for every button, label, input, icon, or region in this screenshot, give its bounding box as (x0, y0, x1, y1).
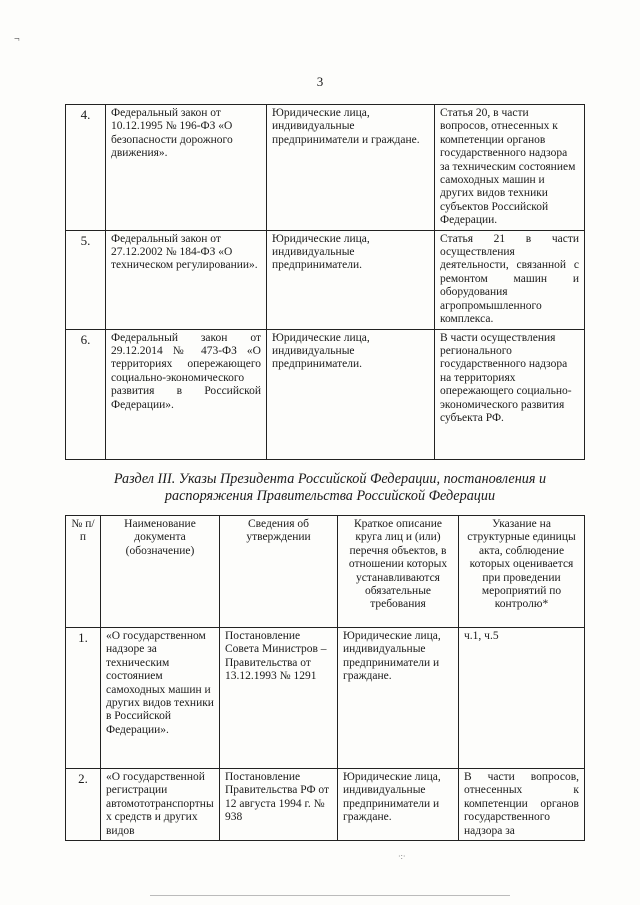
units-cell: ч.1, ч.5 (459, 628, 585, 769)
description-cell: Юридические лица, индивидуальные предприниматели и граждане. (338, 769, 459, 841)
header-num: № п/п (66, 516, 101, 628)
header-description: Краткое описание круга лиц и (или) перечня объектов, в отношении которых устанавливаются обязательные требования (338, 516, 459, 628)
approval-cell: Постановление Правительства РФ от 12 августа 1994 г. № 938 (220, 769, 338, 841)
table-header-row (66, 516, 585, 628)
corner-mark: ¬ (14, 34, 20, 45)
law-name: Федеральный закон от 10.12.1995 № 196-ФЗ «О безопасности дорожного движения». (106, 105, 267, 231)
page-number: 3 (316, 74, 324, 89)
row-number: 1. (66, 628, 101, 769)
description-cell: Юридические лица, индивидуальные предприниматели и граждане. (338, 628, 459, 769)
table-row (66, 105, 585, 231)
act-name: «О государственном надзоре за техническим состоянием самоходных машин и других видов техники в Российской Федерации». (101, 628, 220, 769)
federal-laws-table (65, 104, 585, 460)
footer-line (150, 895, 510, 896)
scope-cell: В части осуществления регионального государственного надзора на территориях опережающего социально-экономического развития субъекта РФ. (435, 329, 585, 459)
table-row (66, 769, 585, 841)
table-row (66, 329, 585, 459)
table-row (66, 230, 585, 329)
row-number: 4. (66, 105, 106, 231)
table-row (66, 628, 585, 769)
header-approval: Сведения об утверждении (220, 516, 338, 628)
units-cell: В части вопросов, отнесенных к компетенции органов государственного надзора за (459, 769, 585, 841)
government-acts-table (65, 515, 585, 841)
approval-cell: Постановление Совета Министров – Правительства от 13.12.1993 № 1291 (220, 628, 338, 769)
act-name: «О государственной регистрации автомототранспортных средств и других видов (101, 769, 220, 841)
row-number: 5. (66, 230, 106, 329)
header-units: Указание на структурные единицы акта, соблюдение которых оценивается при проведении мероприятий по контролю* (459, 516, 585, 628)
row-number: 6. (66, 329, 106, 459)
subjects-cell: Юридические лица, индивидуальные предприниматели. (267, 230, 435, 329)
row-number: 2. (66, 769, 101, 841)
subjects-cell: Юридические лица, индивидуальные предприниматели и граждане. (267, 105, 435, 231)
footer-dots: ·:· (398, 852, 406, 861)
subjects-cell: Юридические лица, индивидуальные предприниматели. (267, 329, 435, 459)
law-name: Федеральный закон от 29.12.2014 № 473-ФЗ «О территориях опережающего социально-экономического развития в Российской Федерации». (106, 329, 267, 459)
section-title: Раздел III. Указы Президента Российской Федерации, постановления и распоряжения Правительства Российской Федерации (113, 471, 547, 504)
scope-cell: Статья 20, в части вопросов, отнесенных к компетенции органов государственного надзора за техническим состоянием самоходных машин и других видов техники субъектов Российской Федерации. (435, 105, 585, 231)
header-name: Наименование документа (обозначение) (101, 516, 220, 628)
law-name: Федеральный закон от 27.12.2002 № 184-ФЗ «О техническом регулировании». (106, 230, 267, 329)
scope-cell: Статья 21 в части осуществления деятельности, связанной с ремонтом машин и оборудования агропромышленного комплекса. (435, 230, 585, 329)
